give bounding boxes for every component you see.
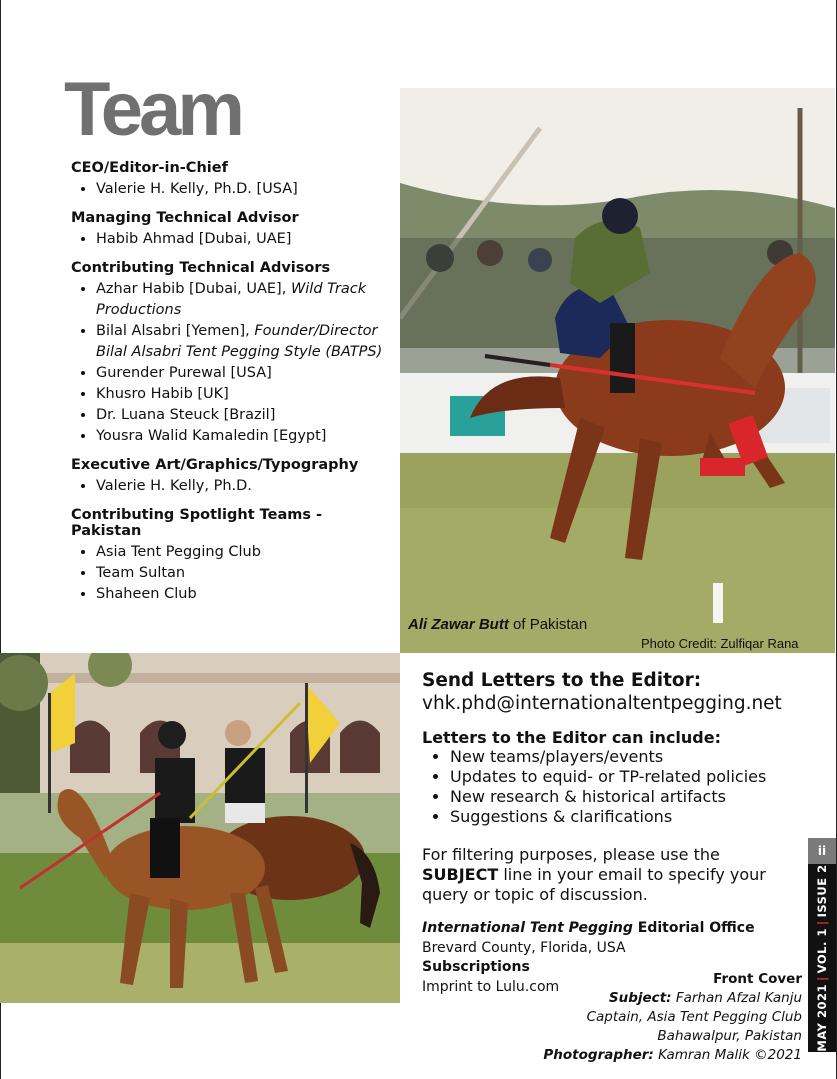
team-section-heading: CEO/Editor-in-Chief (71, 160, 228, 176)
front-cover-heading: Front Cover (713, 971, 802, 987)
team-member (96, 321, 391, 363)
cover-location-line: Bahawalpur, Pakistan (657, 1028, 802, 1044)
issue-separator: | (815, 920, 829, 926)
member-name: Yousra Walid Kamaledin [Egypt] (96, 428, 327, 444)
imprint-text: Imprint to Lulu.com (422, 978, 560, 995)
team-member-list (71, 542, 391, 605)
issue-separator: | (815, 976, 829, 982)
two-riders-photo (0, 653, 400, 1003)
page-number-tab: ii (808, 838, 836, 864)
team-section-heading: Managing Technical Advisor (71, 210, 299, 226)
photo-credit: Photo Credit: Zulfiqar Rana (641, 636, 799, 651)
cover-subject-label: Subject: (608, 990, 672, 1006)
team-member (96, 405, 391, 426)
office-label: Editorial Office (632, 920, 755, 936)
member-name: Asia Tent Pegging Club (96, 544, 261, 560)
member-name: Shaheen Club (96, 586, 197, 602)
team-section (71, 457, 391, 497)
office-title (422, 919, 802, 939)
list-item: • Updates to equid- or TP-related policies (450, 767, 802, 787)
cover-subject-line (543, 989, 802, 1008)
photo-caption (408, 616, 587, 633)
list-item: • New research & historical artifacts (450, 787, 802, 807)
team-member (96, 542, 391, 563)
filter-text-post: line in your email to specify your query or topic of discussion. (422, 865, 766, 904)
member-name: Azhar Habib [Dubai, UAE], (96, 281, 287, 297)
team-member (96, 279, 391, 321)
subscriptions-heading: Subscriptions (422, 959, 530, 975)
filter-text-pre: For filtering purposes, please use the (422, 845, 720, 864)
member-organization: Founder/Director Bilal Alsabri Tent Pegging Style (BATPS) (96, 323, 383, 360)
team-member (96, 363, 391, 384)
issue-side-tab (808, 864, 836, 1052)
member-name: Dr. Luana Steuck [Brazil] (96, 407, 276, 423)
caption-rider-name: Ali Zawar Butt (408, 616, 509, 633)
member-name: Gurender Purewal [USA] (96, 365, 272, 381)
cover-photographer-value: Kamran Malik ©2021 (653, 1047, 802, 1063)
letters-include-list (422, 747, 802, 827)
team-member-list (71, 179, 391, 200)
member-name: Bilal Alsabri [Yemen], (96, 323, 250, 339)
caption-country: of Pakistan (508, 616, 588, 633)
letters-include-heading: Letters to the Editor can include: (422, 728, 721, 747)
team-member (96, 426, 391, 447)
team-member-list (71, 476, 391, 497)
cover-subject-value: Farhan Afzal Kanju (671, 990, 802, 1006)
team-section-heading: Contributing Spotlight Teams - Pakistan (71, 507, 323, 539)
list-item: • New teams/players/events (450, 747, 802, 767)
letters-to-editor-section (422, 670, 802, 997)
team-section-heading: Contributing Technical Advisors (71, 260, 331, 276)
member-name: Valerie H. Kelly, Ph.D. (96, 478, 252, 494)
issue-label (815, 864, 829, 1051)
tent-pegging-rider-photo (400, 88, 835, 653)
member-name: Valerie H. Kelly, Ph.D. [USA] (96, 181, 298, 197)
team-member (96, 179, 391, 200)
team-list (71, 160, 391, 615)
editor-email-link[interactable]: vhk.phd@internationaltentpegging.net (422, 693, 782, 714)
team-section-heading: Executive Art/Graphics/Typography (71, 457, 359, 473)
team-section (71, 160, 391, 200)
team-section (71, 507, 391, 605)
cover-photographer-line (543, 1046, 802, 1065)
filter-subject-word: SUBJECT (422, 865, 499, 884)
member-organization: Wild Track Productions (96, 281, 367, 318)
front-cover-credits (543, 970, 802, 1065)
team-member-list (71, 229, 391, 250)
team-section (71, 210, 391, 250)
team-member (96, 229, 391, 250)
cover-photographer-label: Photographer: (543, 1047, 654, 1063)
publication-name: International Tent Pegging (422, 920, 633, 936)
letters-heading: Send Letters to the Editor: (422, 670, 702, 691)
issue-date: MAY 2021 (815, 984, 829, 1052)
office-location: Brevard County, Florida, USA (422, 939, 626, 956)
team-member (96, 584, 391, 605)
team-member (96, 384, 391, 405)
list-item: • Suggestions & clarifications (450, 807, 802, 827)
team-member (96, 563, 391, 584)
issue-number: ISSUE 2 (815, 864, 829, 918)
filtering-note (422, 845, 772, 905)
page-title: Team (64, 67, 241, 152)
team-section (71, 260, 391, 447)
issue-volume: VOL. 1 (815, 928, 829, 974)
cover-club-line: Captain, Asia Tent Pegging Club (586, 1009, 802, 1025)
member-name: Habib Ahmad [Dubai, UAE] (96, 231, 292, 247)
team-member (96, 476, 391, 497)
member-name: Team Sultan (96, 565, 186, 581)
member-name: Khusro Habib [UK] (96, 386, 229, 402)
team-member-list (71, 279, 391, 447)
